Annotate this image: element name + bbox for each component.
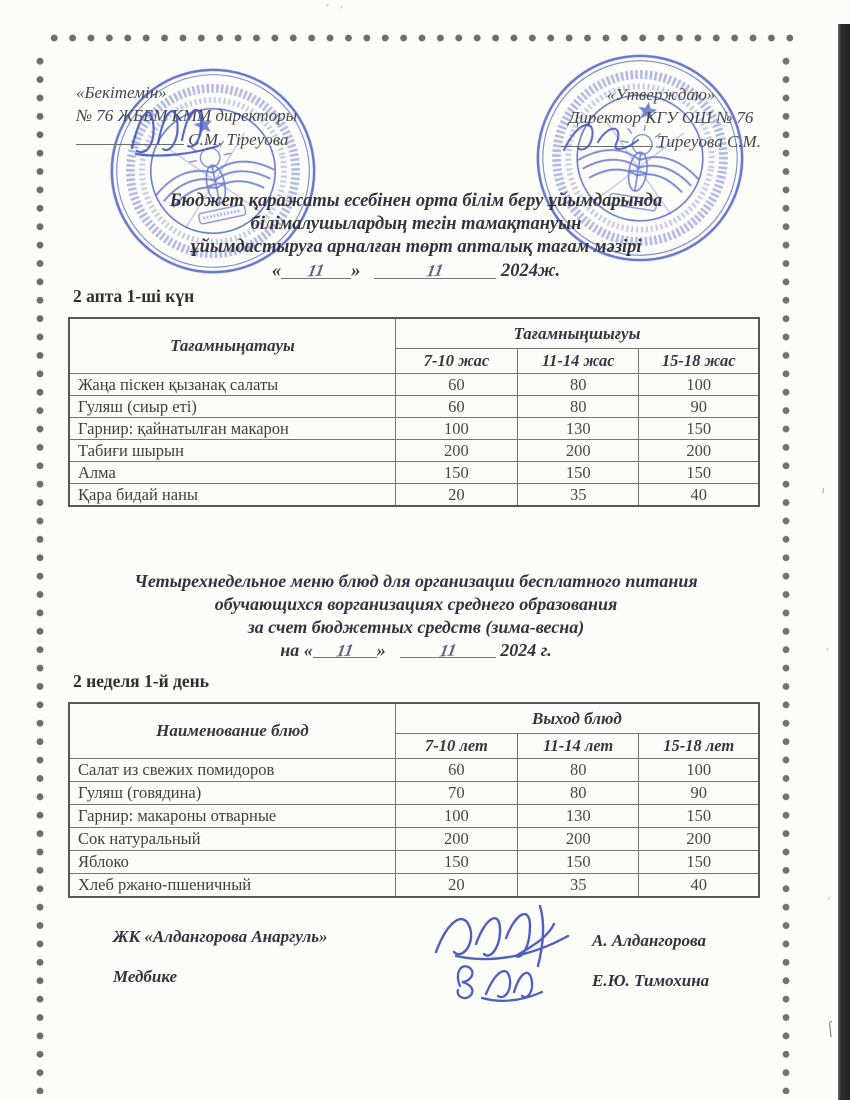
table-row: Алма 150 150 150 (69, 462, 759, 484)
date-line-ru (60, 639, 772, 662)
table1-name-header: Тағамныңатауы (69, 318, 395, 374)
title-kk-line2: білімалушылардың тегін тамақтануын (250, 214, 582, 234)
signature-ink-timokhina (446, 956, 556, 1004)
date-month-blank (400, 639, 496, 661)
table-row: Қара бидай наны 20 35 40 (69, 484, 759, 507)
quote-close: » (351, 261, 361, 281)
pencil-mark-top: ʹ ʹ (325, 0, 348, 18)
handwritten-month: 11 (437, 640, 458, 661)
table1-age-col-3: 15-18 жас (639, 349, 759, 374)
table-row: Гарнир: макароны отварные 100 130 150 (69, 805, 759, 828)
section-heading-week2-day1-kk: 2 апта 1-ші күн (73, 286, 195, 306)
quote-close: » (376, 640, 386, 660)
approval-right-line2: Директор КГУ ОШ № 76 (568, 107, 754, 127)
scan-artifact: , (826, 640, 829, 652)
table2-age-col-2: 11-14 лет (517, 734, 638, 759)
binding-holes-left (35, 52, 45, 1094)
title-russian (60, 570, 772, 662)
table-row: Сок натуральный 200 200 200 (69, 828, 759, 851)
signatory-organization: ЖК «Алдангорова Анаргуль» (113, 927, 328, 946)
section-heading-week2-day1-ru: 2 неделя 1-й день (73, 671, 210, 691)
title-ru-line1: Четырехнедельное меню блюд для организации бесплатного питания (134, 571, 698, 591)
title-ru-line2: обучающихся ворганизациях среднего образования (214, 594, 618, 614)
table-row: Жаңа піскен қызанақ салаты 60 80 100 (69, 374, 759, 396)
table-row: Хлеб ржано-пшеничный 20 35 40 (69, 874, 759, 898)
binding-holes-right (781, 52, 791, 1094)
scan-artifact: ι (820, 483, 827, 497)
quote-open: « (271, 261, 282, 281)
date-day-blank (281, 259, 351, 279)
date-line-kk (60, 259, 772, 283)
table2-age-col-1: 7-10 лет (395, 734, 517, 759)
signature-ink-left-header (122, 96, 232, 162)
table1-group-header: Тағамныңшығуы (395, 318, 759, 349)
quote-open: « (303, 640, 313, 660)
table-row: Гарнир: қайнатылған макарон 100 130 150 (69, 418, 759, 440)
approval-right-name: Тиреуова С.М. (657, 132, 761, 151)
table2-group-header: Выход блюд (395, 703, 759, 734)
table-row: Салат из свежих помидоров 60 80 100 (69, 759, 759, 782)
table-row: Гуляш (сиыр еті) 60 80 90 (69, 396, 759, 418)
approval-right-line1: «Утверждаю» (606, 85, 716, 104)
signatory-name-2: Е.Ю. Тимохина (592, 971, 710, 990)
table1-age-col-1: 7-10 жас (395, 349, 517, 374)
handwritten-day: 11 (334, 640, 355, 661)
title-kk-line3: ұйымдастыруға арналған төрт апталық тағам мәзірі (190, 237, 642, 257)
date-month-blank (374, 259, 496, 279)
table2-age-col-3: 15-18 лет (639, 734, 759, 759)
signature-ink-right-header (556, 114, 666, 158)
date-year-kk: 2024ж. (500, 261, 561, 281)
table-row: Яблоко 150 150 150 (69, 851, 759, 874)
signatory-name-1: А. Алдангорова (592, 931, 707, 950)
table-row: Табиғи шырын 200 200 200 (69, 440, 759, 462)
table-row: Гуляш (говядина) 70 80 90 (69, 782, 759, 805)
handwritten-month: 11 (425, 260, 446, 281)
approval-left-line1: «Бекітемін» (76, 83, 167, 102)
scan-artifact: ⌠ (825, 1021, 836, 1038)
binding-holes-top (45, 33, 793, 43)
approval-left-line2: № 76 ЖББМ КММ директоры (76, 105, 298, 125)
date-prefix-ru: на (280, 640, 300, 660)
signatory-role: Медбике (113, 967, 178, 986)
table2-name-header: Наименование блюд (69, 703, 395, 759)
title-kk-line1: Бюджет қаражаты есебінен орта білім беру ұйымдарында (169, 191, 663, 211)
title-ru-line3: за счет бюджетных средств (зима-весна) (247, 617, 585, 637)
handwritten-day: 11 (306, 260, 326, 281)
approval-left-name: С.М. Тіреуова (188, 130, 289, 149)
date-day-blank (313, 639, 377, 661)
menu-table-kazakh (68, 317, 760, 507)
title-kazakh (60, 190, 772, 283)
scanner-edge-strip (838, 24, 850, 1100)
scan-artifact: ʻ (827, 895, 831, 907)
table1-age-col-2: 11-14 жас (517, 349, 638, 374)
menu-table-russian (68, 702, 760, 898)
date-year-ru: 2024 г. (500, 640, 552, 660)
